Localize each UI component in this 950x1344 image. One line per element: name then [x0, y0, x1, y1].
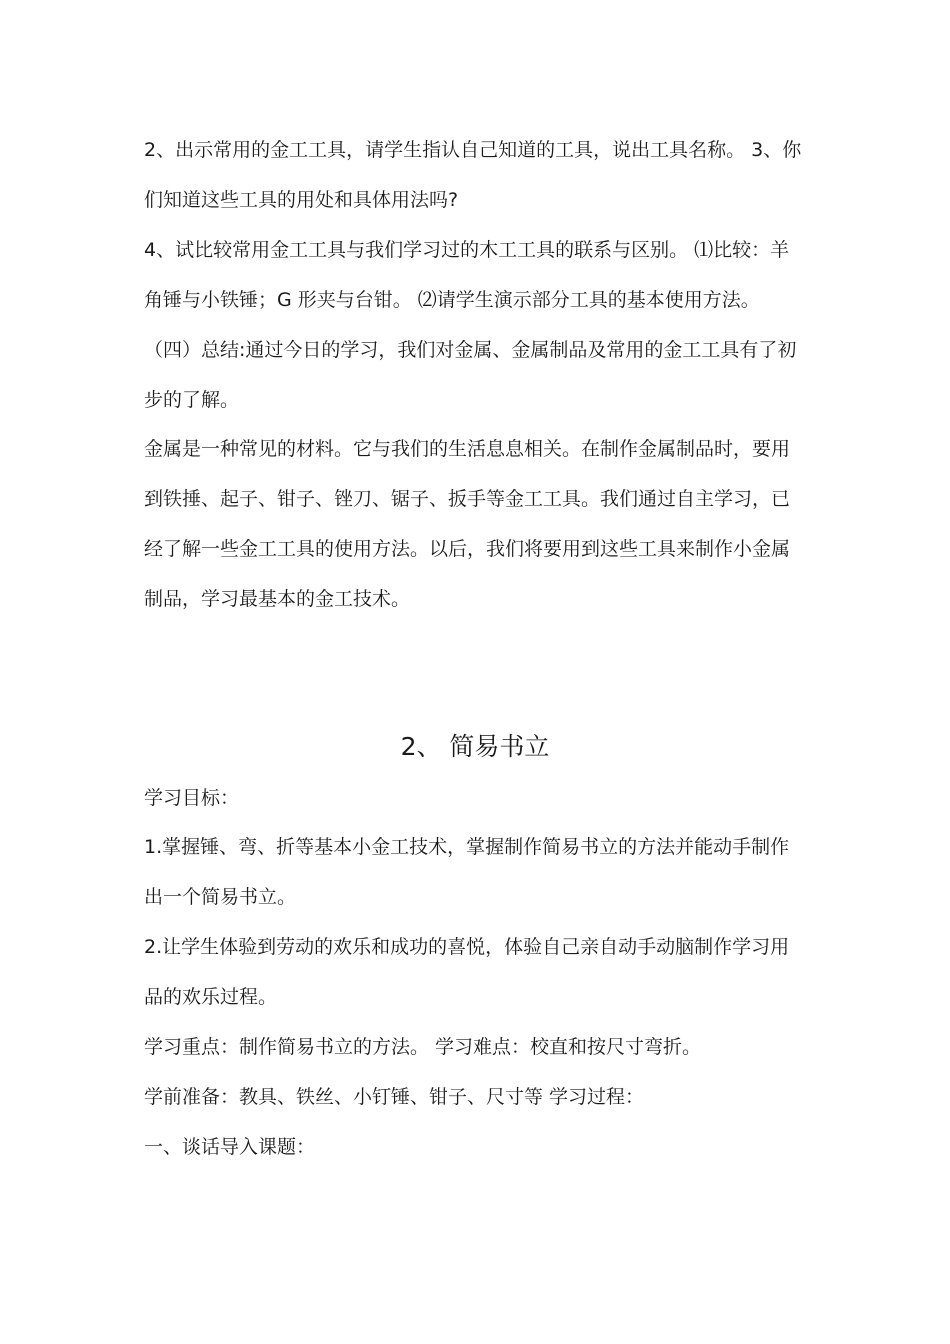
- paragraph-line: 品的欢乐过程。: [144, 986, 278, 1008]
- paragraph-line: 2、出示常用的金工工具，请学生指认自己知道的工具，说出工具名称。 3、你: [144, 139, 802, 161]
- paragraph-line: 学习目标：: [144, 787, 240, 809]
- paragraph-line: 2.让学生体验到劳动的欢乐和成功的喜悦，体验自己亲自动手动脑制作学习用: [144, 936, 790, 958]
- paragraph-line: 学习重点：制作简易书立的方法。 学习难点：校直和按尺寸弯折。: [144, 1036, 702, 1058]
- paragraph-line: 到铁捶、起子、钳子、锉刀、锯子、扳手等金工工具。我们通过自主学习，已: [144, 488, 791, 510]
- paragraph-line: （四）总结:通过今日的学习，我们对金属、金属制品及常用的金工工具有了初: [144, 339, 797, 361]
- paragraph-line: 们知道这些工具的用处和具体用法吗?: [144, 189, 459, 211]
- paragraph-line: 出一个简易书立。: [144, 886, 297, 908]
- paragraph-line: 4、试比较常用金工工具与我们学习过的木工工具的联系与区别。 ⑴比较：羊: [144, 239, 790, 261]
- paragraph-line: 角锤与小铁锤；G 形夹与台钳。 ⑵请学生演示部分工具的基本使用方法。: [144, 289, 760, 311]
- paragraph-line: 制品，学习最基本的金工技术。: [144, 588, 411, 610]
- paragraph-line: 金属是一种常见的材料。它与我们的生活息息相关。在制作金属制品时，要用: [144, 438, 791, 460]
- paragraph-line: 步的了解。: [144, 389, 240, 411]
- paragraph-line: 经了解一些金工工具的使用方法。以后，我们将要用到这些工具来制作小金属: [144, 538, 791, 560]
- paragraph-line: 学前准备：教具、铁丝、小钉锤、钳子、尺寸等 学习过程：: [144, 1086, 645, 1108]
- section-title: 2、 简易书立: [400, 732, 550, 761]
- paragraph-line: 1.掌握锤、弯、折等基本小金工技术，掌握制作简易书立的方法并能动手制作: [144, 836, 790, 858]
- paragraph-line: 一、谈话导入课题：: [144, 1136, 316, 1158]
